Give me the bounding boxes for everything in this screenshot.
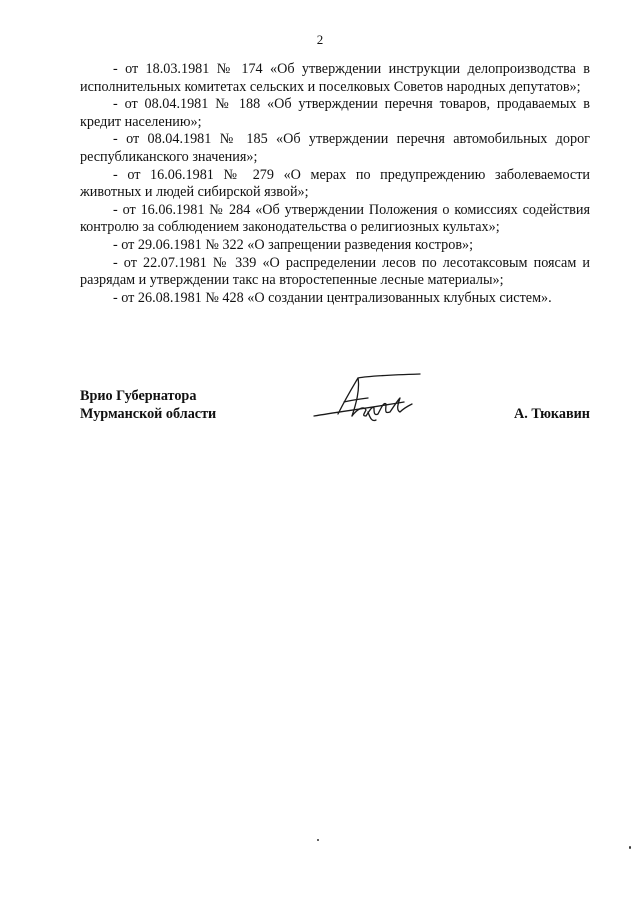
list-item: - от 08.04.1981 № 188 «Об утверждении перечня товаров, продаваемых в кредит населению»;	[80, 96, 590, 130]
page-number: 2	[316, 32, 324, 47]
list-item: - от 08.04.1981 № 185 «Об утверждении перечня автомобильных дорог республиканского значения»;	[80, 131, 590, 165]
signature-block	[80, 384, 590, 444]
handwritten-signature	[308, 372, 428, 430]
signer-title-line2: Мурманской области	[80, 406, 217, 422]
repealed-acts-list	[80, 61, 590, 307]
list-item: - от 16.06.1981 № 284 «Об утверждении Положения о комиссиях содействия контролю за соблюдением законодательства о религиозных культах»;	[80, 201, 590, 236]
signer-name: А. Тюкавин	[513, 406, 590, 422]
scan-speck	[317, 839, 319, 841]
list-item: - от 29.06.1981 № 322 «О запрещении разведения костров»;	[113, 236, 474, 253]
list-item: - от 16.06.1981 № 279 «О мерах по предупреждению заболеваемости животных и людей сибирской язвой»;	[80, 166, 590, 201]
list-item: - от 18.03.1981 № 174 «Об утверждении инструкции делопроизводства в исполнительных комитетах сельских и поселковых Советов народных депутатов»;	[80, 61, 590, 95]
scan-speck	[629, 846, 631, 849]
list-item: - от 26.08.1981 № 428 «О создании централизованных клубных систем».	[113, 289, 552, 306]
signer-title-line1: Врио Губернатора	[80, 388, 197, 404]
list-item: - от 22.07.1981 № 339 «О распределении лесов по лесотаксовым поясам и разрядам и утверждении такс на второстепенные лесные материалы»;	[80, 254, 590, 289]
